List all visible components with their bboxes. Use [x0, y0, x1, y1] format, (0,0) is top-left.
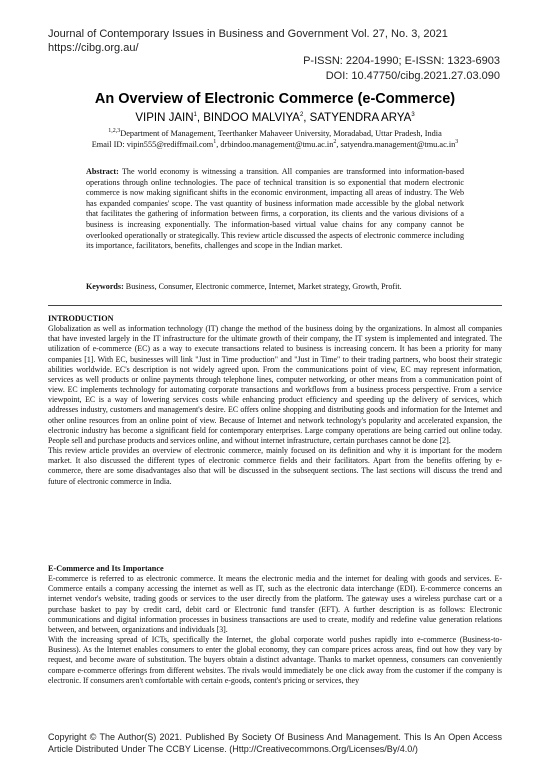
- section-divider: [48, 305, 502, 306]
- email-text[interactable]: , satyendra.management@tmu.ac.in: [336, 140, 456, 149]
- email-sup: 2: [333, 139, 337, 146]
- affiliation-sup: 1,2,3: [108, 128, 121, 135]
- issn-line: P-ISSN: 2204-1990; E-ISSN: 1323-6903: [303, 55, 500, 67]
- abstract-label: Abstract:: [86, 167, 119, 176]
- journal-title: Journal of Contemporary Issues in Business and Government Vol. 27, No. 3, 2021: [48, 28, 448, 40]
- paragraph: Globalization as well as information technology (IT) change the method of the business doing by the organizations. In almost all companies that have invested largely in the IT infrastructure for the ultimate growth of their company, the IT system is implemented and integrated. The utilization of e-commerce (EC) as a way to execute transactions related to business is increasing concern. It has been a priority for many companies [1]. With EC, businesses will link "Just in Time production" and "Just in Time" to their trading partners, who boost their strategic abilities worldwide. EC's description is not widely agreed upon. From the communications point of view, EC may represent information, services as well products or online payments through telephone lines, computer networking, or other means from a communication point of view. EC implements technology for automating corporate transactions and workflows from a business process perspective. From a service viewpoint, EC is a way of lowering services costs while enhancing product efficiency and speeding up the delivery of services, which addresses industry, customers and management's desire. EC offers online shopping and distributing goods and information for the Internet and other online resources from an online point of view. Because of Internet and network technology's popularity and accelerated expansion, the electronic industry has become a significant field for contemporary enterprises. Large company operations are being carried out online today. People sell and purchase products and services online, and without internet infrastructure, certain purchases cannot be done [2].: [48, 324, 502, 445]
- affiliation-line: [0, 128, 550, 139]
- author-name: , BINDOO MALVIYA: [196, 112, 300, 124]
- journal-url[interactable]: https://cibg.org.au/: [48, 42, 139, 54]
- paragraph: E-commerce is referred to as electronic commerce. It means the electronic media and the internet for dealing with goods and services. E-Commerce entails a company accessing the internet as well as IT, such as the electronic data interchange (EDI). E-commerce concerns an internet vendor's website, trading goods or services to the user directly from the platform. The gateway uses a wireless purchase cart or a purchase basket to pay by credit card, debit card or Electronic fund transfer (EFT). A further description is as follows: Electronic communications and digital information processes in business transactions are used to create, modify and redefine value generation relations between, and between, organizations and individuals [3].: [48, 574, 502, 634]
- author-list: [0, 112, 550, 124]
- affiliation-text: Department of Management, Teerthanker Mahaveer University, Moradabad, Uttar Pradesh, India: [120, 129, 442, 138]
- email-text[interactable]: Email ID: vipin555@rediffmail.com: [91, 140, 214, 149]
- section-heading: E-Commerce and Its Importance: [48, 564, 164, 573]
- email-sup: 1: [213, 139, 217, 146]
- doi-line[interactable]: DOI: 10.47750/cibg.2021.27.03.090: [325, 70, 500, 82]
- author-sup: 1: [193, 112, 197, 119]
- abstract: [86, 167, 464, 252]
- affiliation-block: [0, 128, 550, 150]
- author-name: , SATYENDRA ARYA: [303, 112, 412, 124]
- issn-block: [303, 54, 500, 84]
- abstract-text: The world economy is witnessing a transition. All companies are transformed into information-based operations through online technologies. The pace of technical transition is so exponential that modern electronic commerce is now making significant shifts in the economic environment, impacting all areas of industry. The Web has expanded companies' scope. The vast quantity of business information made accessible by the global network that facilitates the gathering of information between firms, a corporation, its clients and the various divisions of a business is increasing exponentially. The information-based virtual value chains for any company cannot be overlooked operationally or strategically. This review article discussed the aspects of electronic commerce including its importance, facilitators, benefits, challenges and scope in the Indian market.: [86, 167, 464, 251]
- author-sup: 3: [411, 112, 415, 119]
- keywords-label: Keywords:: [86, 282, 124, 291]
- email-sup: 3: [455, 139, 459, 146]
- author-name: VIPIN JAIN: [135, 112, 194, 124]
- introduction-heading: INTRODUCTION: [48, 314, 114, 323]
- email-line: [0, 139, 550, 150]
- keywords-text: Business, Consumer, Electronic commerce, Internet, Market strategy, Growth, Profit.: [123, 282, 402, 291]
- email-text[interactable]: , drbindoo.management@tmu.ac.in: [216, 140, 334, 149]
- paper-title: An Overview of Electronic Commerce (e-Commerce): [94, 91, 456, 107]
- paragraph: This review article provides an overview of electronic commerce, mainly focused on its definition and why it is important for the modern market. It also discussed the different types of electronic commerce fields and their facilitators. Apart from the benefits offering by e-commerce, there are some disadvantages also that will be discussed in the subsequent sections. The last sections will discuss the trend and future of electronic commerce in India.: [48, 446, 502, 486]
- introduction-section: [48, 314, 502, 487]
- keywords: [86, 282, 464, 293]
- journal-header: [48, 27, 448, 55]
- copyright-footer: Copyright © The Author(S) 2021. Published By Society Of Business And Management. This Is An Open Access Article Distributed Under The CCBY License. (Http://Creativecommons.Org/Licenses/By/4.0/): [48, 732, 502, 754]
- author-sup: 2: [299, 112, 304, 119]
- paragraph: With the increasing spread of ICTs, specifically the Internet, the global corporate world pushes rapidly into e-commerce (Business-to-Business). As the Internet enables consumers to enter the global economy, they can compare prices across areas, find out how they vary by request, and become aware of substitution. The buyers obtain a distinct advantage. Thanks to market openness, consumers can conveniently compare e-commerce offerings from different websites. The rivals would immediately be one click away from the customer if the company is electronic. If consumers aren't comfortable with certain e-goods, content's pricing or services, they: [48, 635, 502, 685]
- importance-section: [48, 564, 502, 686]
